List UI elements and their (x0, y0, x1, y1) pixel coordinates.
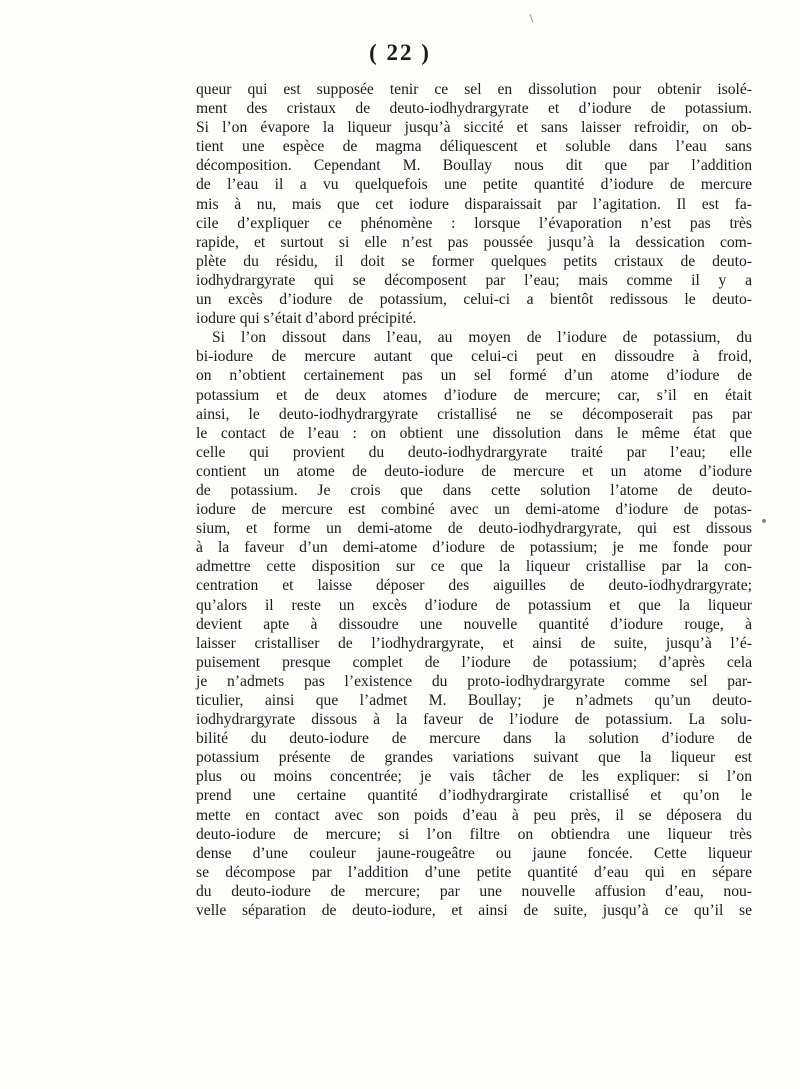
text-line: plète du résidu, il doit se former quelques petits cristaux de deuto- (196, 252, 752, 270)
text-line: bilité du deuto-iodure de mercure dans la solution d’iodure de (196, 730, 752, 748)
paragraph (196, 328, 752, 920)
text-line: prend une certaine quantité d’iodhydrargirate cristallisé et qu’on le (196, 787, 752, 805)
page-number: ( 22 ) (369, 40, 431, 65)
text-line: iodure de mercure est combiné avec un demi-atome d’iodure de potas- (196, 501, 752, 519)
text-line: dense d’une couleur jaune-rougeâtre ou jaune foncée. Cette liqueur (196, 844, 752, 862)
text-line: cile d’expliquer ce phénomène : lorsque l’évaporation n’est pas très (196, 214, 752, 232)
text-line: contient un atome de deuto-iodure de mercure et un atome d’iodure (196, 462, 752, 480)
margin-dot (762, 519, 766, 523)
text-line: de l’eau il a vu quelquefois une petite quantité d’iodure de mercure (196, 176, 752, 194)
text-line: le contact de l’eau : on obtient une dissolution dans le même état que (196, 424, 752, 442)
text-line: tient une espèce de magma déliquescent et soluble dans l’eau sans (196, 138, 752, 156)
text-line: décomposition. Cependant M. Boullay nous dit que par l’addition (196, 157, 752, 175)
text-line: mis à nu, mais que cet iodure disparaissait par l’agitation. Il est fa- (196, 195, 752, 213)
text-line: potassium et de deux atomes d’iodure de mercure; car, s’il en était (196, 386, 752, 404)
text-line: à la faveur d’un demi-atome d’iodure de potassium; je me fonde pour (196, 539, 752, 557)
text-line: bi-iodure de mercure autant que celui-ci peut en dissoudre à froid, (196, 348, 752, 366)
text-line: Si l’on dissout dans l’eau, au moyen de l’iodure de potassium, du (212, 329, 752, 347)
text-line: deuto-iodure de mercure; si l’on filtre on obtiendra une liqueur très (196, 825, 752, 843)
text-line: velle séparation de deuto-iodure, et ainsi de suite, jusqu’à ce qu’il se (196, 902, 752, 920)
text-line: mette en contact avec son poids d’eau à peu près, il se déposera du (196, 806, 752, 824)
text-line: un excès d’iodure de potassium, celui-ci a bientôt redissous le deuto- (196, 291, 752, 309)
text-line: queur qui est supposée tenir ce sel en dissolution pour obtenir isolé- (196, 81, 752, 98)
text-line: iodure qui s’était d’abord précipité. (196, 310, 417, 328)
text-line: potassium présente de grandes variations suivant que la liqueur est (196, 749, 752, 767)
text-line: ticulier, ainsi que l’admet M. Boullay; je n’admets qu’un deuto- (196, 692, 752, 709)
text-line: de potassium. Je crois que dans cette solution l’atome de deuto- (196, 481, 752, 499)
text-line: on n’obtient certainement pas un sel formé d’un atome d’iodure de (196, 367, 752, 385)
body-text (196, 80, 752, 920)
text-line: plus ou moins concentrée; je vais tâcher de les expliquer: si l’on (196, 768, 752, 786)
text-line: Si l’on évapore la liqueur jusqu’à siccité et sans laisser refroidir, on ob- (196, 119, 752, 137)
text-line: laisser cristalliser de l’iodhydrargyrate, et ainsi de suite, jusqu’à l’é- (196, 634, 752, 652)
text-line: iodhydrargyrate qui se décomposent par l’eau; mais comme il y a (196, 271, 752, 289)
text-line: ment des cristaux de deuto-iodhydrargyrate et d’iodure de potassium. (196, 100, 752, 118)
text-line: du deuto-iodure de mercure; par une nouvelle affusion d’eau, nou- (196, 882, 752, 900)
text-line: celle qui provient du deuto-iodhydrargyrate traité par l’eau; elle (196, 443, 752, 461)
text-line: rapide, et surtout si elle n’est pas poussée jusqu’à la dessication com- (196, 233, 752, 251)
text-line: je n’admets pas l’existence du proto-iodhydrargyrate comme sel par- (196, 672, 752, 690)
text-line: qu’alors il reste un excès d’iodure de potassium et que la liqueur (196, 596, 752, 614)
text-line: iodhydrargyrate dissous à la faveur de l’iodure de potassium. La solu- (196, 711, 752, 729)
paragraph (196, 80, 752, 328)
text-line: ainsi, le deuto-iodhydrargyrate cristallisé ne se décomposerait pas par (196, 405, 752, 423)
text-line: centration et laisse déposer des aiguilles de deuto-iodhydrargyrate; (196, 577, 752, 595)
margin-mark (529, 14, 533, 23)
text-line: se décompose par l’addition d’une petite quantité d’eau qui en sépare (196, 863, 752, 881)
text-line: sium, et forme un demi-atome de deuto-iodhydrargyrate, qui est dissous (196, 520, 752, 538)
text-line: admettre cette disposition sur ce que la liqueur cristallise par la con- (196, 558, 752, 576)
text-line: devient apte à dissoudre une nouvelle quantité d’iodure rouge, à (196, 615, 752, 633)
text-line: puisement presque complet de l’iodure de potassium; d’après cela (196, 653, 752, 671)
